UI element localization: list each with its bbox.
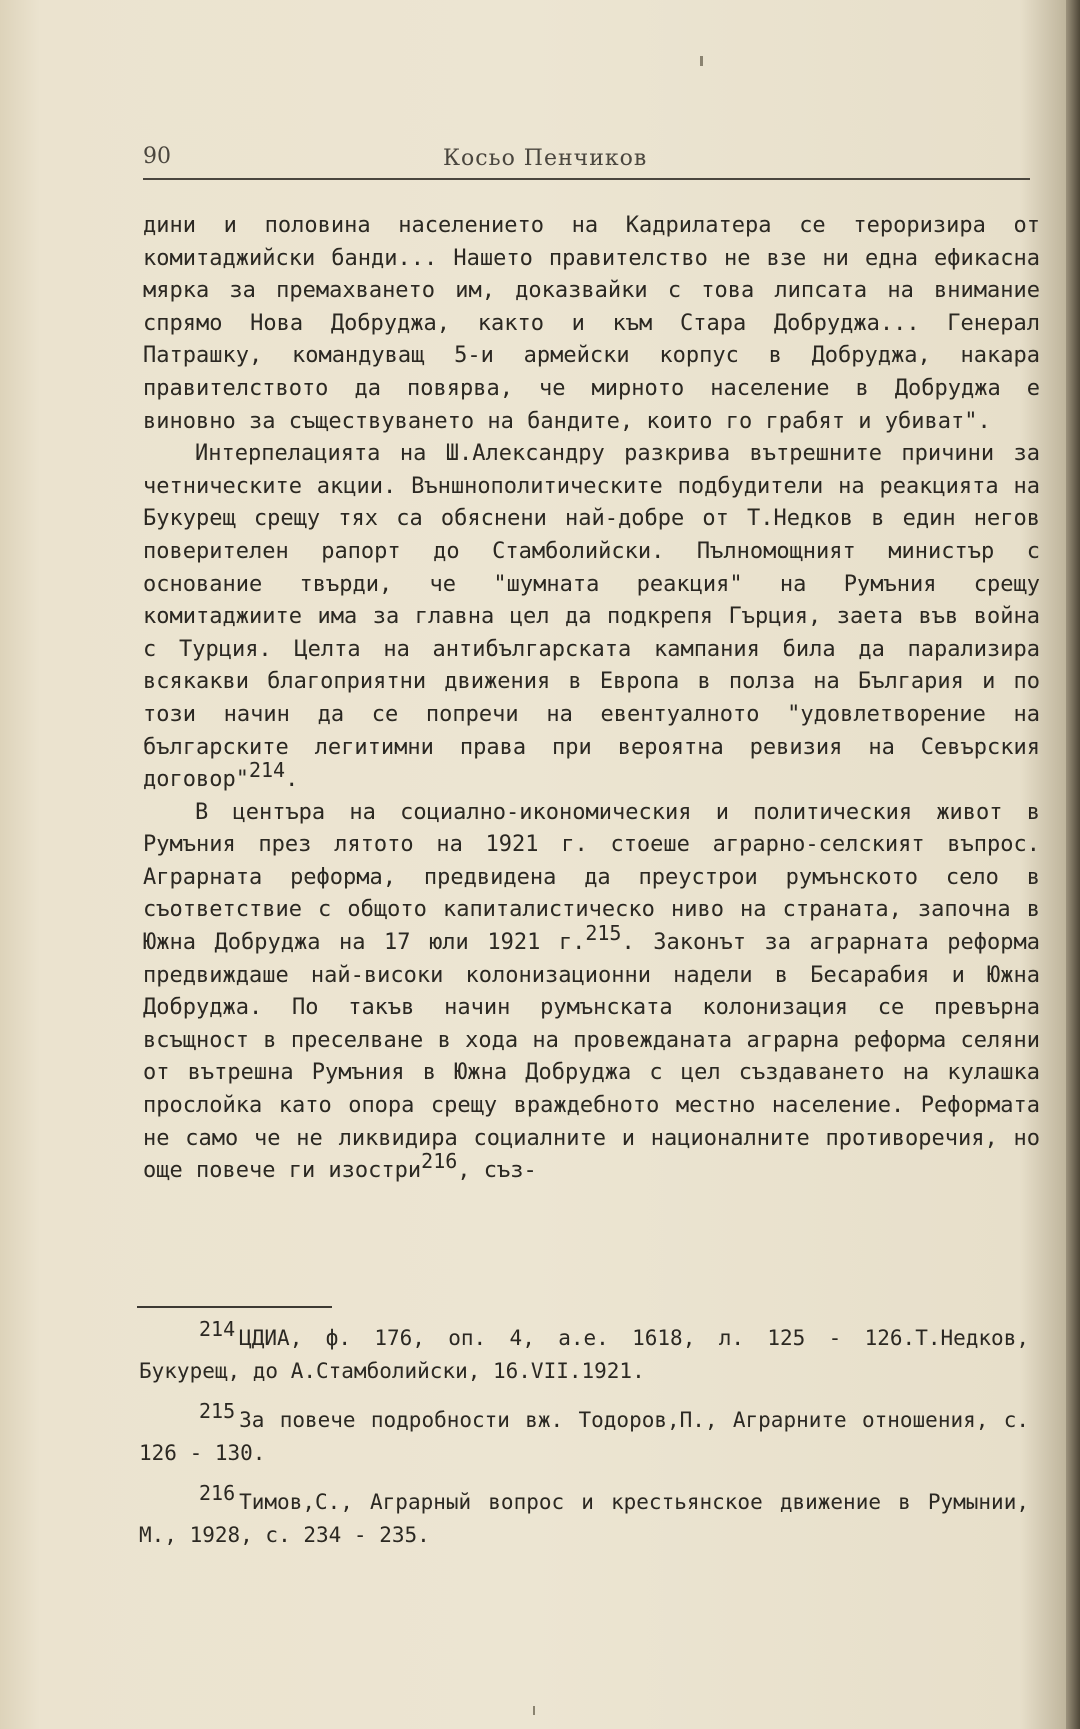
footnote-ref-215: 215: [585, 921, 622, 946]
footnote: [139, 1399, 1029, 1470]
footnote-ref-216: 216: [421, 1149, 458, 1174]
footnote-text: Тимов,С., Аграрный вопрос и крестьянское движение в Румынии, М., 1928, с. 234 - 235.: [139, 1490, 1029, 1547]
body-text: [143, 210, 1040, 1188]
paragraph-3-text-a: В центъра на социално-икономическия и политическия живот в Румъния през лятото на 1921 г. стоеше аграрно-селският въпрос. Аграрната реформа, предвидена да преустрои румънското село в съответствие с общото капиталистическо ниво на страната, започна в Южна Добруджа на 17 юли 1921 г.: [143, 799, 1040, 956]
paragraph-3: [143, 797, 1040, 1188]
footnotes: [139, 1317, 1029, 1568]
footnote-ref-214: 214: [248, 758, 286, 783]
paragraph-2: [143, 438, 1040, 797]
footnote: [139, 1317, 1029, 1388]
footnote-number: 216: [199, 1481, 236, 1505]
scan-speck: [533, 1706, 535, 1715]
book-spine-shadow: [1066, 0, 1080, 1729]
footnote-number: 215: [199, 1399, 236, 1423]
paragraph-1: дини и половина населението на Кадрилатера се тероризира от комитаджийски банди... Нашето правителство не взе ни една ефикасна мярка за премахването им, доказвайки с това липсата на внимание спрямо Нова Добруджа, както и към Стара Добруджа... Генерал Патрашку, командуващ 5-и армейски корпус в Добруджа, накара правителството да повярва, че мирното население в Добруджа е виновно за съществуването на бандите, които го грабят и убиват".: [143, 213, 1040, 434]
paragraph-2-end: .: [285, 767, 299, 793]
paragraph-3-text-b: . Законът за аграрната реформа предвиждаше най-високи колонизационни надели в Бесарабия и Южна Добруджа. По такъв начин румънската колонизация се превърна всъщност в преселване в хода на провежданата аграрна реформа селяни от вътрешна Румъния в Южна Добруджа с цел създаването на кулашка прослойка като опора срещу враждебното местно население. Реформата не само че не ликвидира социалните и националните противоречия, но още повече ги изостри: [143, 930, 1040, 1184]
paragraph-3-text-c: , съз-: [457, 1158, 537, 1184]
scan-speck: [700, 56, 703, 66]
running-head: Косьо Пенчиков: [443, 146, 648, 171]
footnote: [139, 1481, 1029, 1552]
footnote-text: За повече подробности вж. Тодоров,П., Аграрните отношения, с. 126 - 130.: [139, 1408, 1029, 1465]
paragraph-2-text: Интерпелацията на Ш.Александру разкрива вътрешните причини за четническите акции. Външнополитическите подбудители на реакцията на Букурещ срещу тях са обяснени най-добре от Т.Недков в един негов поверителен рапорт до Стамболийски. Пълномощният министър с основание твърди, че "шумната реакция" на Румъния срещу комитаджиите има за главна цел да подкрепя Гърция, заета във война с Турция. Целта на антибългарската кампания била да парализира всякакви благоприятни движения в Европа в полза на България и по този начин да се попречи на евентуалното "удовлетворение на българските легитимни права при вероятна ревизия на Севърския договор": [143, 441, 1040, 793]
footnote-number: 214: [199, 1317, 236, 1341]
footnote-rule: [137, 1306, 332, 1308]
page-header: [143, 142, 1030, 180]
page-number: 90: [143, 144, 171, 169]
footnote-text: ЦДИА, ф. 176, оп. 4, а.е. 1618, л. 125 - 126.Т.Недков, Букурещ, до А.Стамболийски, 16.VII.1921.: [139, 1326, 1029, 1383]
